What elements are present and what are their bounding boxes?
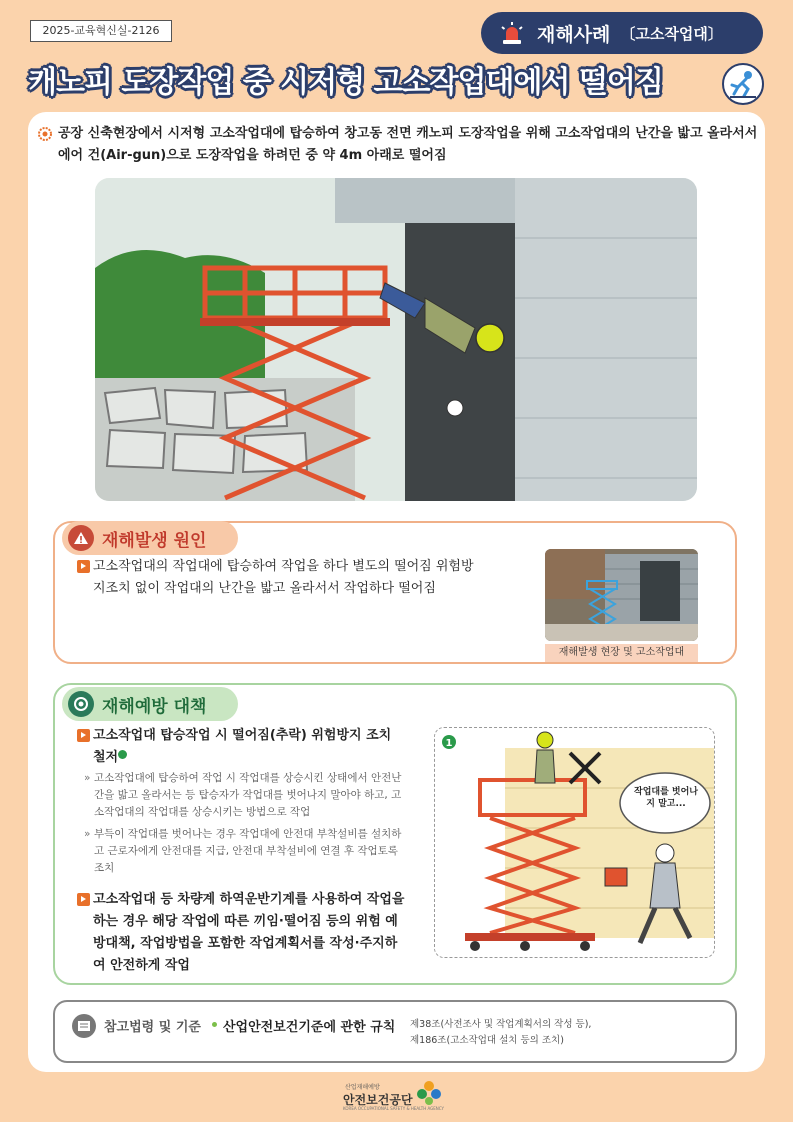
accident-summary bbox=[38, 123, 758, 167]
prevention-heading-text: 재해예방 대책 bbox=[102, 696, 207, 717]
tag-main-label: 재해사례 bbox=[537, 23, 611, 46]
reference-item: 제186조(고소작업대 설치 등의 조치) bbox=[410, 1035, 564, 1046]
reference-item: 제38조(사전조사 및 작업계획서의 작성 등), bbox=[410, 1019, 592, 1030]
book-icon bbox=[71, 1013, 97, 1039]
prevention-item-1 bbox=[77, 725, 407, 769]
document-code: 2025-교육혁신실-2126 bbox=[30, 20, 172, 42]
reference-label: 참고법령 및 기준 bbox=[104, 1020, 201, 1035]
shield-icon bbox=[68, 691, 94, 717]
cause-text bbox=[77, 556, 477, 600]
reference-law: 산업안전보건기준에 관한 규칙 bbox=[223, 1020, 396, 1035]
siren-icon bbox=[499, 20, 525, 46]
gear-icon bbox=[38, 127, 52, 141]
logo-english: KOREA OCCUPATIONAL SAFETY & HEALTH AGENCY bbox=[343, 1106, 444, 1111]
case-type-badge bbox=[481, 12, 763, 54]
accident-scene-image bbox=[95, 178, 697, 501]
logo-name: 안전보건공단 bbox=[343, 1093, 413, 1107]
logo-subtitle: 산업재해예방 bbox=[345, 1084, 380, 1091]
warning-icon bbox=[68, 525, 94, 551]
photo-caption: 재해발생 현장 및 고소작업대 bbox=[545, 644, 698, 662]
arrow-icon bbox=[77, 893, 90, 906]
falling-person-icon bbox=[722, 63, 764, 105]
cause-heading-text: 재해발생 원인 bbox=[102, 530, 207, 551]
bullet-dot-icon bbox=[212, 1022, 217, 1027]
cause-text-label: 고소작업대의 작업대에 탑승하여 작업을 하다 별도의 떨어짐 위험방지조치 없이 작업대의 난간을 밟고 올라서서 작업하다 떨어짐 bbox=[93, 559, 474, 596]
accident-illustration bbox=[95, 178, 697, 501]
accident-site-photo bbox=[545, 549, 698, 641]
number-badge-text: 1 bbox=[445, 738, 453, 749]
summary-text: 공장 신축현장에서 시저형 고소작업대에 탑승하여 창고동 전면 캐노피 도장작업을 위해 고소작업대의 난간을 밟고 올라서서 에어 건(Air-gun)으로 도장작업을 하려던 중 약 4m 아래로 떨어짐 bbox=[58, 126, 758, 163]
prevention-item-2-text: 고소작업대 등 차량계 하역운반기계를 사용하여 작업을 하는 경우 해당 작업에 따른 끼임·떨어짐 등의 위험 예방대책, 작업방법을 포함한 작업계획서를 작성·주지하여 안전하게 작업 bbox=[93, 892, 405, 973]
page-title: 캐노피 도장작업 중 시저형 고소작업대에서 떨어짐 bbox=[28, 65, 663, 100]
prevention-heading bbox=[62, 687, 238, 721]
prevention-item-1-detail-1: » 고소작업대에 탑승하여 작업 시 작업대를 상승시킨 상태에서 안전난간을 밟고 올라서는 등 탑승자가 작업대를 벗어나지 말아야 하고, 고소작업대의 작업대를 상승시키는 방법으로 작업 bbox=[84, 770, 409, 821]
arrow-icon bbox=[77, 560, 90, 573]
prevention-item-2 bbox=[77, 889, 407, 977]
reference-marker-icon bbox=[118, 750, 127, 759]
prevention-item-1-text: 고소작업대 탑승작업 시 떨어짐(추락) 위험방지 조치 철저 bbox=[93, 728, 392, 765]
prevention-scene-image bbox=[435, 728, 715, 958]
cause-heading bbox=[62, 521, 238, 555]
speech-text: 작업대를 벗어나지 말고... bbox=[634, 787, 698, 809]
site-photo-image bbox=[545, 549, 698, 641]
prevention-illustration bbox=[434, 727, 715, 958]
reference-items bbox=[410, 1017, 591, 1049]
prevention-item-1-detail-2: » 부득이 작업대를 벗어나는 경우 작업대에 안전대 부착설비를 설치하고 근로자에게 안전대를 지급, 안전대 부착설비에 연결 후 작업토록 조치 bbox=[84, 826, 409, 877]
arrow-icon bbox=[77, 729, 90, 742]
kosha-logo-icon bbox=[414, 1078, 444, 1108]
tag-sub-label: 〔고소작업대〕 bbox=[620, 24, 723, 43]
